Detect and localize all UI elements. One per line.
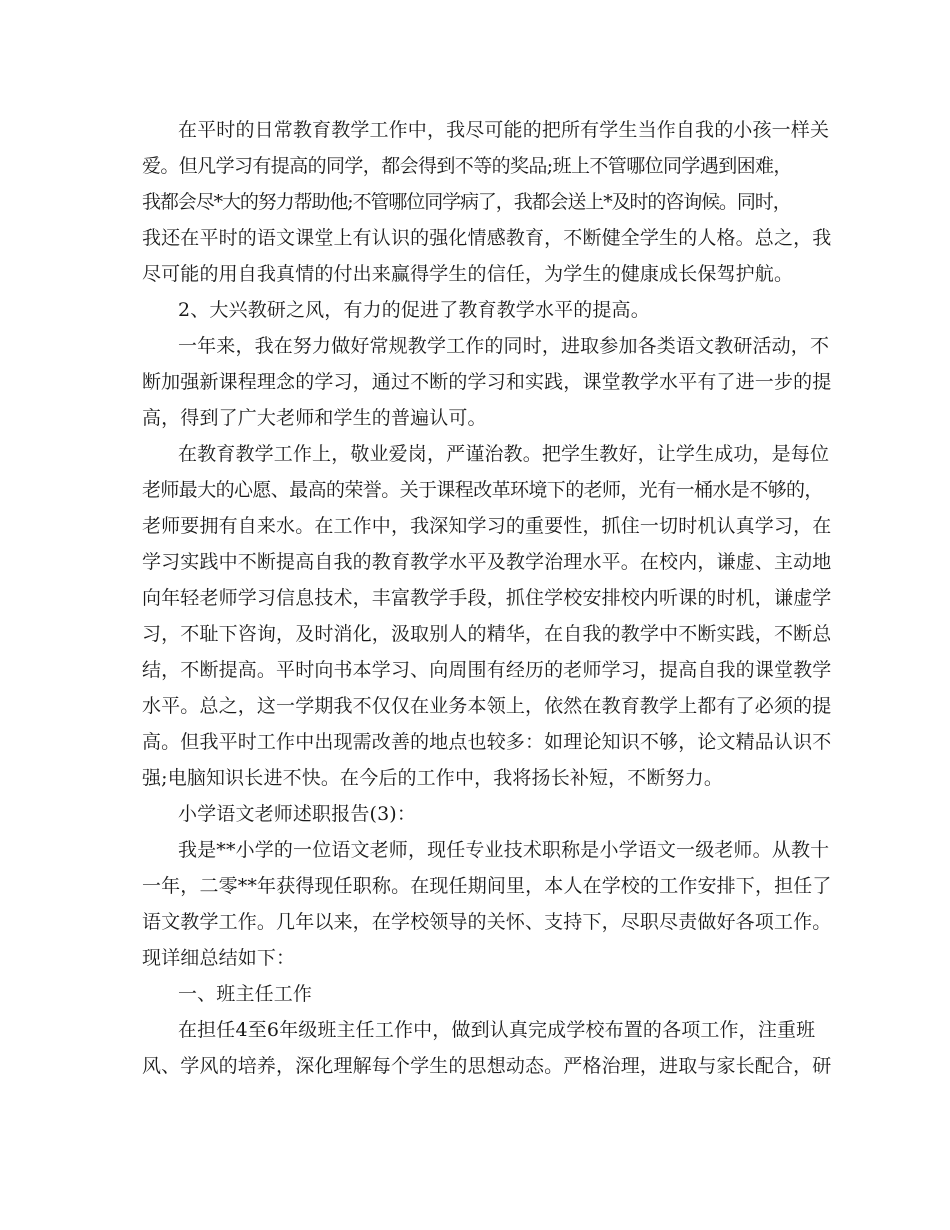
section-heading: 一、班主任工作	[178, 983, 313, 1005]
text-line: 现详细总结如下：	[142, 947, 296, 969]
text-line: 我是**小学的一位语文老师，现任专业技术职称是小学语文一级老师。从教十	[178, 839, 830, 861]
text-line: 我都会尽*大的努力帮助他;不管哪位同学病了，我都会送上*及时的咨询候。同时，	[142, 191, 791, 213]
text-line: 一年来，我在努力做好常规教学工作的同时，进取参加各类语文教研活动，不	[178, 335, 830, 357]
document-body	[142, 112, 832, 1084]
text-line: 断加强新课程理念的学习，通过不断的学习和实践，课堂教学水平有了进一步的提	[142, 371, 832, 393]
text-line: 在担任4至6年级班主任工作中，做到认真完成学校布置的各项工作，注重班	[178, 1019, 816, 1041]
text-line: 高，得到了广大老师和学生的普遍认可。	[142, 407, 487, 429]
text-line: 水平。总之，这一学期我不仅仅在业务本领上，依然在教育教学上都有了必须的提	[142, 695, 832, 717]
text-line: 结，不断提高。平时向书本学习、向周围有经历的老师学习，提高自我的课堂教学	[142, 659, 832, 681]
text-line: 爱。但凡学习有提高的同学，都会得到不等的奖品;班上不管哪位同学遇到困难，	[142, 155, 792, 177]
text-line: 老师最大的心愿、最高的荣誉。关于课程改革环境下的老师，光有一桶水是不够的，	[142, 479, 823, 501]
text-line: 老师要拥有自来水。在工作中，我深知学习的重要性，抓住一切时机认真学习，在	[142, 515, 832, 537]
text-line: 强;电脑知识长进不快。在今后的工作中，我将扬长补短，不断努力。	[142, 767, 724, 789]
text-line: 风、学风的培养，深化理解每个学生的思想动态。严格治理，进取与家长配合，研	[142, 1055, 832, 1077]
text-line: 尽可能的用自我真情的付出来赢得学生的信任，为学生的健康成长保驾护航。	[142, 263, 794, 285]
text-line: 学习实践中不断提高自我的教育教学水平及教学治理水平。在校内，谦虚、主动地	[142, 551, 832, 573]
text-line: 习，不耻下咨询，及时消化，汲取别人的精华，在自我的教学中不断实践，不断总	[142, 623, 832, 645]
text-line: 在教育教学工作上，敬业爱岗，严谨治教。把学生教好，让学生成功，是每位	[178, 443, 830, 465]
text-line: 在平时的日常教育教学工作中，我尽可能的把所有学生当作自我的小孩一样关	[178, 119, 830, 141]
text-line: 高。但我平时工作中出现需改善的地点也较多：如理论知识不够，论文精品认识不	[142, 731, 832, 753]
text-line: 向年轻老师学习信息技术，丰富教学手段，抓住学校安排校内听课的时机，谦虚学	[142, 587, 832, 609]
section-heading: 2、大兴教研之风，有力的促进了教育教学水平的提高。	[178, 299, 650, 321]
text-line: 语文教学工作。几年以来，在学校领导的关怀、支持下，尽职尽责做好各项工作。	[142, 911, 832, 933]
text-line: 我还在平时的语文课堂上有认识的强化情感教育，不断健全学生的人格。总之，我	[142, 227, 832, 249]
report-title: 小学语文老师述职报告(3)：	[178, 803, 417, 825]
text-line: 一年，二零**年获得现任职称。在现任期间里，本人在学校的工作安排下，担任了	[142, 875, 832, 897]
